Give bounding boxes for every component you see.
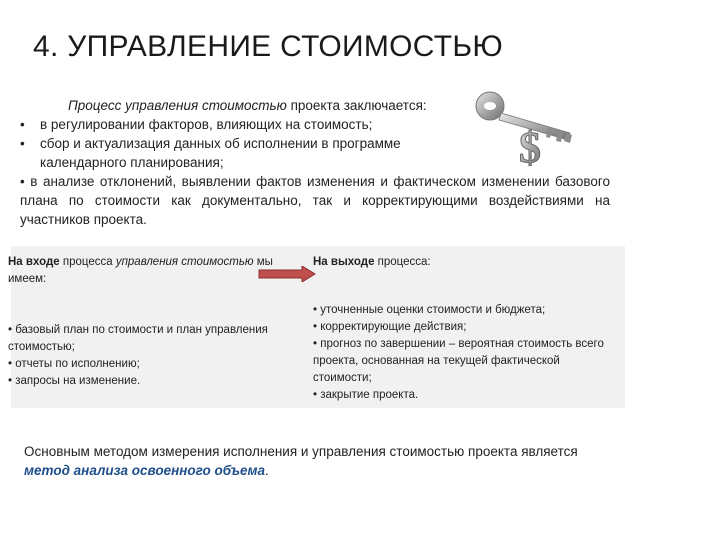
list-item: • прогноз по завершении – вероятная стоимость всего проекта, основанная на текущей фактической стоимости; [313, 338, 604, 384]
list-item-continuation: календарного планирования; [40, 155, 224, 170]
footer-text: Основным методом измерения исполнения и управления стоимостью проекта является метод анализа освоенного объема. [24, 444, 578, 478]
intro-lead-italic: Процесс управления стоимостью [68, 98, 287, 113]
output-column [313, 254, 613, 404]
list-item: • базовый план по стоимости и план управления стоимостью; [8, 324, 268, 353]
list-item: • в регулировании факторов, влияющих на стоимость; [20, 117, 373, 132]
key-with-dollar-icon [468, 88, 586, 170]
list-item: • закрытие проекта. [313, 389, 419, 401]
intro-lead-rest: проекта заключается: [286, 98, 427, 113]
bullet-icon: • [20, 136, 25, 151]
method-highlight: метод анализа освоенного объема [24, 463, 266, 478]
input-heading: На входе процесса управления стоимостью мы имеем: [8, 256, 273, 285]
right-arrow-icon [258, 266, 316, 282]
list-item: • запросы на изменение. [8, 375, 141, 387]
output-heading: На выходе процесса: [313, 256, 431, 268]
list-item: • в анализе отклонений, выявлении фактов изменения и фактическом изменении базового плана по стоимости как документально, так и корректирующими воздействиями на участников проекта. [20, 174, 610, 227]
list-item: • сбор и актуализация данных об исполнении в программе [20, 136, 401, 151]
bullet-icon: • [20, 117, 25, 132]
page-title: 4. УПРАВЛЕНИЕ СТОИМОСТЬЮ [33, 30, 503, 63]
svg-text:$: $ [519, 123, 541, 170]
list-item: • уточненные оценки стоимости и бюджета; [313, 304, 546, 316]
list-item: • корректирующие действия; [313, 321, 467, 333]
list-item: • отчеты по исполнению; [8, 358, 140, 370]
bullet-icon: • [20, 174, 31, 189]
